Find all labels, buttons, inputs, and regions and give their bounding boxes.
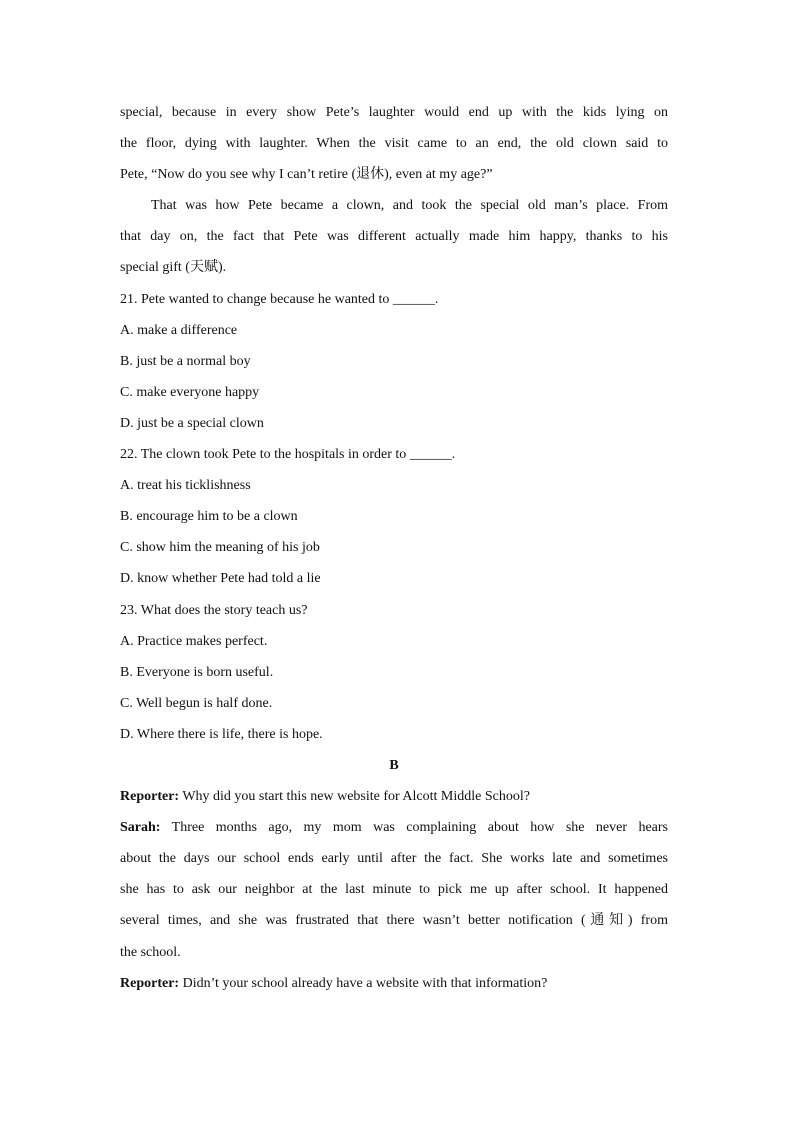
answer-option: B. encourage him to be a clown	[120, 509, 298, 525]
question-21	[120, 284, 668, 439]
answer-option: D. Where there is life, there is hope.	[120, 726, 323, 742]
document-page	[120, 97, 668, 999]
dialogue-text: Didn’t your school already have a website with that information?	[182, 975, 548, 991]
dialogue-turn	[120, 781, 668, 812]
passage-paragraph	[120, 190, 668, 283]
answer-option: C. make everyone happy	[120, 384, 260, 400]
paragraph-line: the floor, dying with laughter. When the visit came to an end, the old clown said to	[120, 136, 668, 152]
dialogue-line: the school.	[120, 944, 181, 960]
answer-option: B. just be a normal boy	[120, 353, 251, 369]
section-heading: B	[389, 757, 399, 773]
paragraph-line: Pete, “Now do you see why I can’t retire (退休), even at my age?”	[120, 167, 493, 183]
dialogue-text: Why did you start this new website for Alcott Middle School?	[182, 789, 530, 805]
paragraph-line: That was how Pete became a clown, and took the special old man’s place. From	[151, 198, 668, 214]
paragraph-line: special, because in every show Pete’s laughter would end up with the kids lying on	[120, 105, 668, 120]
speaker-label: Reporter:	[120, 975, 180, 991]
dialogue-turn	[120, 968, 668, 999]
question-23	[120, 595, 668, 750]
paragraph-line: that day on, the fact that Pete was different actually made him happy, thanks to his	[120, 229, 668, 245]
dialogue-line: she has to ask our neighbor at the last minute to pick me up after school. It happened	[120, 882, 668, 898]
dialogue-line: several times, and she was frustrated that there wasn’t better notification (通知) from	[120, 913, 668, 929]
speaker-label: Sarah:	[120, 820, 161, 836]
dialogue-turn	[120, 812, 668, 967]
dialogue-line: about the days our school ends early until after the fact. She works late and sometimes	[120, 851, 668, 867]
answer-option: D. know whether Pete had told a lie	[120, 571, 321, 587]
answer-option: A. treat his ticklishness	[120, 478, 251, 494]
passage-paragraph	[120, 97, 668, 190]
question-stem: 23. What does the story teach us?	[120, 602, 308, 618]
dialogue-line	[120, 968, 668, 999]
question-22	[120, 439, 668, 594]
dialogue-line	[120, 812, 668, 843]
answer-option: D. just be a special clown	[120, 415, 264, 431]
dialogue-line	[120, 781, 668, 812]
paragraph-line: special gift (天赋).	[120, 260, 227, 276]
dialogue-text: Three months ago, my mom was complaining about how she never hears	[171, 820, 668, 836]
speaker-label: Reporter:	[120, 789, 180, 805]
question-stem: 22. The clown took Pete to the hospitals in order to ______.	[120, 447, 456, 463]
answer-option: A. Practice makes perfect.	[120, 633, 268, 649]
answer-option: B. Everyone is born useful.	[120, 664, 274, 680]
answer-option: C. show him the meaning of his job	[120, 540, 320, 556]
answer-option: C. Well begun is half done.	[120, 695, 273, 711]
answer-option: A. make a difference	[120, 322, 238, 338]
question-stem: 21. Pete wanted to change because he wanted to ______.	[120, 291, 439, 307]
